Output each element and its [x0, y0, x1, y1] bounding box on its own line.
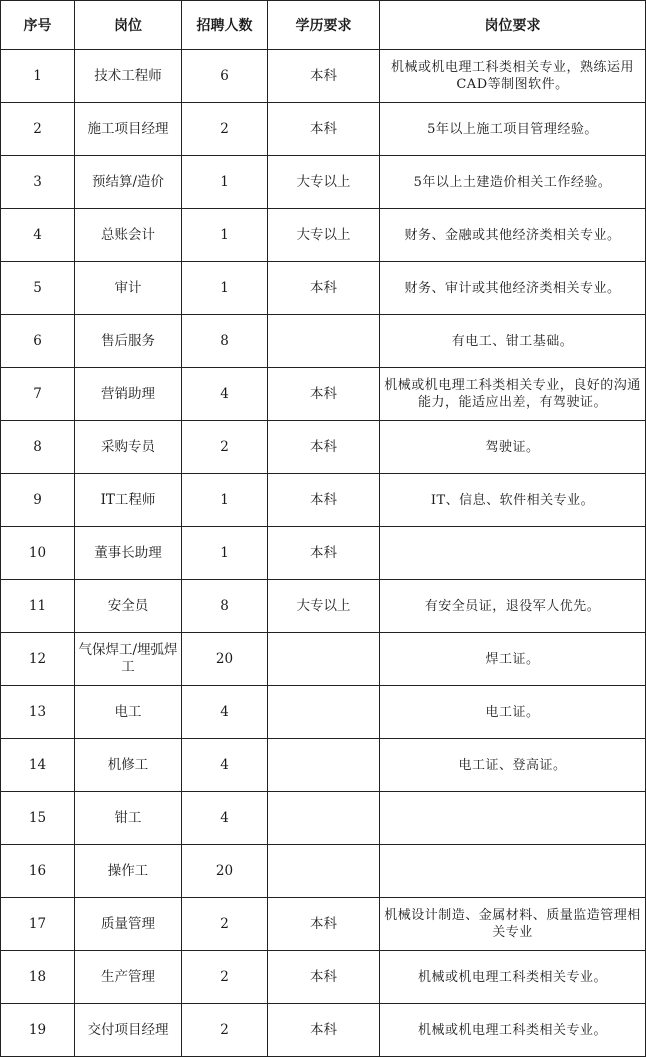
- cell-requirement-text: 电工证。: [485, 704, 540, 720]
- cell-requirement-text: 财务、金融或其他经济类相关专业。: [404, 227, 621, 243]
- cell-requirement: [380, 368, 646, 421]
- cell-requirement: [380, 686, 646, 739]
- cell-position: [75, 368, 182, 421]
- cell-position-text: 技术工程师: [94, 67, 162, 84]
- cell-requirement-text: 机械或机电理工科类相关专业，熟练运用CAD等制图软件。: [390, 60, 634, 92]
- cell-position: [75, 527, 182, 580]
- cell-hiring-count-text: 20: [215, 862, 234, 879]
- cell-hiring-count: [182, 209, 268, 262]
- cell-hiring-count-text: 1: [220, 544, 229, 561]
- cell-hiring-count: [182, 951, 268, 1004]
- cell-position: [75, 421, 182, 474]
- cell-requirement-text: 有安全员证，退役军人优先。: [424, 598, 601, 614]
- cell-education: [268, 474, 380, 527]
- cell-hiring-count-text: 4: [220, 756, 229, 773]
- cell-education: [268, 421, 380, 474]
- cell-requirement: [380, 156, 646, 209]
- cell-serial-no: [1, 103, 75, 156]
- cell-position: [75, 50, 182, 103]
- cell-education: [268, 898, 380, 951]
- cell-requirement: [380, 262, 646, 315]
- cell-hiring-count: [182, 50, 268, 103]
- cell-hiring-count-text: 1: [220, 226, 229, 243]
- header-education: 学历要求: [268, 1, 380, 50]
- cell-hiring-count-text: 1: [220, 491, 229, 508]
- cell-serial-no-text: 1: [33, 67, 42, 84]
- cell-requirement: [380, 898, 646, 951]
- cell-hiring-count: [182, 421, 268, 474]
- cell-position: [75, 739, 182, 792]
- cell-education: [268, 156, 380, 209]
- cell-position-text: 营销助理: [101, 385, 155, 402]
- cell-hiring-count: [182, 686, 268, 739]
- cell-hiring-count: [182, 739, 268, 792]
- cell-requirement-text: 机械或机电理工科类相关专业，良好的沟通能力，能适应出差，有驾驶证。: [384, 378, 641, 410]
- cell-education: [268, 209, 380, 262]
- cell-serial-no: [1, 1004, 75, 1057]
- cell-position: [75, 315, 182, 368]
- table-row: [1, 951, 646, 1004]
- cell-hiring-count-text: 2: [220, 968, 229, 985]
- table-row: [1, 421, 646, 474]
- table-row: [1, 262, 646, 315]
- cell-hiring-count: [182, 633, 268, 686]
- cell-serial-no-text: 8: [33, 438, 42, 455]
- cell-education-text: 本科: [310, 279, 337, 296]
- cell-serial-no: [1, 474, 75, 527]
- cell-position: [75, 474, 182, 527]
- cell-position-text: 操作工: [107, 862, 149, 879]
- cell-education-text: 本科: [310, 438, 337, 455]
- table-row: [1, 633, 646, 686]
- cell-requirement: [380, 315, 646, 368]
- cell-position-text: 生产管理: [101, 968, 155, 985]
- cell-requirement-text: 财务、审计或其他经济类相关专业。: [404, 280, 621, 296]
- cell-position-text: 董事长助理: [94, 544, 162, 561]
- cell-education: [268, 686, 380, 739]
- cell-position-text: 采购专员: [101, 438, 155, 455]
- cell-requirement-text: 5年以上施工项目管理经验。: [427, 121, 598, 137]
- cell-position: [75, 792, 182, 845]
- cell-serial-no-text: 18: [28, 968, 47, 985]
- cell-position: [75, 633, 182, 686]
- cell-position: [75, 580, 182, 633]
- cell-education: [268, 845, 380, 898]
- cell-serial-no-text: 9: [33, 491, 42, 508]
- cell-serial-no: [1, 580, 75, 633]
- cell-education-text: 本科: [310, 67, 337, 84]
- table-row: [1, 103, 646, 156]
- header-serial-no: 序号: [1, 1, 75, 50]
- cell-serial-no-text: 13: [28, 703, 47, 720]
- cell-hiring-count: [182, 1004, 268, 1057]
- cell-requirement: [380, 633, 646, 686]
- table-row: [1, 50, 646, 103]
- cell-hiring-count: [182, 792, 268, 845]
- cell-requirement: [380, 103, 646, 156]
- cell-serial-no: [1, 50, 75, 103]
- table-row: [1, 686, 646, 739]
- table-body: [1, 50, 646, 1057]
- cell-position: [75, 209, 182, 262]
- cell-hiring-count-text: 4: [220, 703, 229, 720]
- cell-requirement: [380, 951, 646, 1004]
- cell-position-text: 交付项目经理: [87, 1021, 169, 1038]
- cell-serial-no-text: 17: [28, 915, 47, 932]
- cell-education: [268, 739, 380, 792]
- cell-serial-no-text: 15: [28, 809, 47, 826]
- table-row: [1, 474, 646, 527]
- cell-position-text: 电工: [114, 703, 142, 720]
- cell-hiring-count: [182, 262, 268, 315]
- cell-serial-no-text: 19: [28, 1021, 47, 1038]
- cell-serial-no: [1, 686, 75, 739]
- cell-serial-no-text: 6: [33, 332, 42, 349]
- table-row: [1, 368, 646, 421]
- cell-position-text: 总账会计: [101, 226, 155, 243]
- cell-requirement-text: 5年以上土建造价相关工作经验。: [413, 174, 612, 190]
- table-row: [1, 315, 646, 368]
- cell-position: [75, 898, 182, 951]
- cell-serial-no: [1, 898, 75, 951]
- cell-requirement: [380, 739, 646, 792]
- cell-serial-no: [1, 527, 75, 580]
- table-row: [1, 898, 646, 951]
- cell-serial-no: [1, 262, 75, 315]
- cell-hiring-count: [182, 527, 268, 580]
- cell-hiring-count: [182, 845, 268, 898]
- cell-serial-no: [1, 315, 75, 368]
- cell-education: [268, 315, 380, 368]
- cell-education: [268, 951, 380, 1004]
- cell-serial-no-text: 14: [28, 756, 47, 773]
- table-row: [1, 1004, 646, 1057]
- table-header-row: [1, 1, 646, 50]
- cell-position-text: 机修工: [107, 756, 149, 773]
- cell-education-text: 大专以上: [296, 173, 351, 190]
- cell-serial-no: [1, 633, 75, 686]
- cell-position-text: 审计: [114, 279, 142, 296]
- cell-education-text: 本科: [310, 1021, 337, 1038]
- cell-education: [268, 633, 380, 686]
- cell-requirement: [380, 1004, 646, 1057]
- cell-hiring-count-text: 6: [220, 67, 229, 84]
- cell-serial-no-text: 11: [28, 597, 47, 614]
- cell-position-text: 质量管理: [101, 915, 155, 932]
- cell-position-text: 施工项目经理: [87, 120, 169, 137]
- cell-hiring-count-text: 8: [220, 332, 229, 349]
- cell-hiring-count-text: 1: [220, 173, 229, 190]
- header-hiring-count: 招聘人数: [182, 1, 268, 50]
- cell-serial-no: [1, 845, 75, 898]
- table-row: [1, 156, 646, 209]
- cell-education: [268, 580, 380, 633]
- cell-position-text: 预结算/造价: [91, 173, 165, 190]
- cell-requirement: [380, 421, 646, 474]
- cell-position-text: 气保焊工/埋弧焊工: [78, 642, 178, 675]
- table-row: [1, 739, 646, 792]
- cell-serial-no-text: 5: [33, 279, 42, 296]
- cell-education: [268, 50, 380, 103]
- cell-hiring-count-text: 20: [215, 650, 234, 667]
- cell-requirement: [380, 845, 646, 898]
- cell-requirement-text: 有电工、钳工基础。: [451, 333, 574, 349]
- cell-hiring-count-text: 2: [220, 1021, 229, 1038]
- cell-requirement-text: IT、信息、软件相关专业。: [430, 492, 595, 508]
- header-requirement: 岗位要求: [380, 1, 646, 50]
- cell-position-text: 安全员: [107, 597, 149, 614]
- cell-hiring-count: [182, 898, 268, 951]
- cell-education-text: 本科: [310, 491, 337, 508]
- cell-hiring-count-text: 1: [220, 279, 229, 296]
- cell-serial-no: [1, 951, 75, 1004]
- cell-serial-no: [1, 421, 75, 474]
- cell-education: [268, 792, 380, 845]
- cell-education-text: 大专以上: [296, 226, 351, 243]
- cell-requirement: [380, 527, 646, 580]
- cell-hiring-count-text: 8: [220, 597, 229, 614]
- cell-requirement: [380, 474, 646, 527]
- cell-position-text: 钳工: [114, 809, 142, 826]
- cell-requirement: [380, 580, 646, 633]
- cell-position: [75, 156, 182, 209]
- header-position: 岗位: [75, 1, 182, 50]
- cell-serial-no: [1, 792, 75, 845]
- cell-requirement-text: 机械设计制造、金属材料、质量监造管理相关专业: [384, 908, 641, 940]
- cell-hiring-count-text: 4: [220, 385, 229, 402]
- cell-hiring-count-text: 2: [220, 438, 229, 455]
- table-row: [1, 845, 646, 898]
- cell-education: [268, 1004, 380, 1057]
- table-row: [1, 580, 646, 633]
- cell-education: [268, 368, 380, 421]
- cell-hiring-count-text: 2: [220, 915, 229, 932]
- cell-position: [75, 951, 182, 1004]
- table-row: [1, 209, 646, 262]
- cell-serial-no-text: 2: [33, 120, 42, 137]
- cell-education-text: 本科: [310, 544, 337, 561]
- cell-serial-no-text: 4: [33, 226, 42, 243]
- cell-requirement: [380, 50, 646, 103]
- cell-hiring-count: [182, 103, 268, 156]
- cell-education-text: 大专以上: [296, 597, 351, 614]
- cell-position: [75, 262, 182, 315]
- cell-requirement-text: 焊工证。: [485, 651, 540, 667]
- cell-hiring-count-text: 2: [220, 120, 229, 137]
- cell-serial-no-text: 16: [28, 862, 47, 879]
- cell-education: [268, 103, 380, 156]
- cell-serial-no: [1, 209, 75, 262]
- cell-requirement-text: 机械或机电理工科类相关专业。: [417, 969, 607, 985]
- cell-serial-no: [1, 739, 75, 792]
- cell-requirement-text: 电工证、登高证。: [458, 757, 567, 773]
- cell-serial-no: [1, 368, 75, 421]
- cell-serial-no-text: 10: [28, 544, 47, 561]
- cell-requirement-text: 机械或机电理工科类相关专业。: [417, 1022, 607, 1038]
- cell-serial-no: [1, 156, 75, 209]
- cell-requirement-text: 驾驶证。: [485, 439, 540, 455]
- cell-education: [268, 262, 380, 315]
- cell-hiring-count: [182, 315, 268, 368]
- cell-serial-no-text: 3: [33, 173, 42, 190]
- cell-hiring-count: [182, 368, 268, 421]
- cell-education-text: 本科: [310, 915, 337, 932]
- cell-education: [268, 527, 380, 580]
- cell-serial-no-text: 12: [28, 650, 47, 667]
- cell-hiring-count-text: 4: [220, 809, 229, 826]
- cell-hiring-count: [182, 156, 268, 209]
- cell-serial-no-text: 7: [33, 385, 42, 402]
- cell-position: [75, 845, 182, 898]
- cell-position: [75, 103, 182, 156]
- cell-education-text: 本科: [310, 968, 337, 985]
- cell-education-text: 本科: [310, 385, 337, 402]
- cell-position-text: 售后服务: [101, 332, 155, 349]
- cell-position: [75, 686, 182, 739]
- table-row: [1, 792, 646, 845]
- cell-requirement: [380, 792, 646, 845]
- table-row: [1, 527, 646, 580]
- cell-hiring-count: [182, 474, 268, 527]
- cell-position: [75, 1004, 182, 1057]
- cell-requirement: [380, 209, 646, 262]
- cell-position-text: IT工程师: [100, 491, 156, 508]
- cell-hiring-count: [182, 580, 268, 633]
- cell-education-text: 本科: [310, 120, 337, 137]
